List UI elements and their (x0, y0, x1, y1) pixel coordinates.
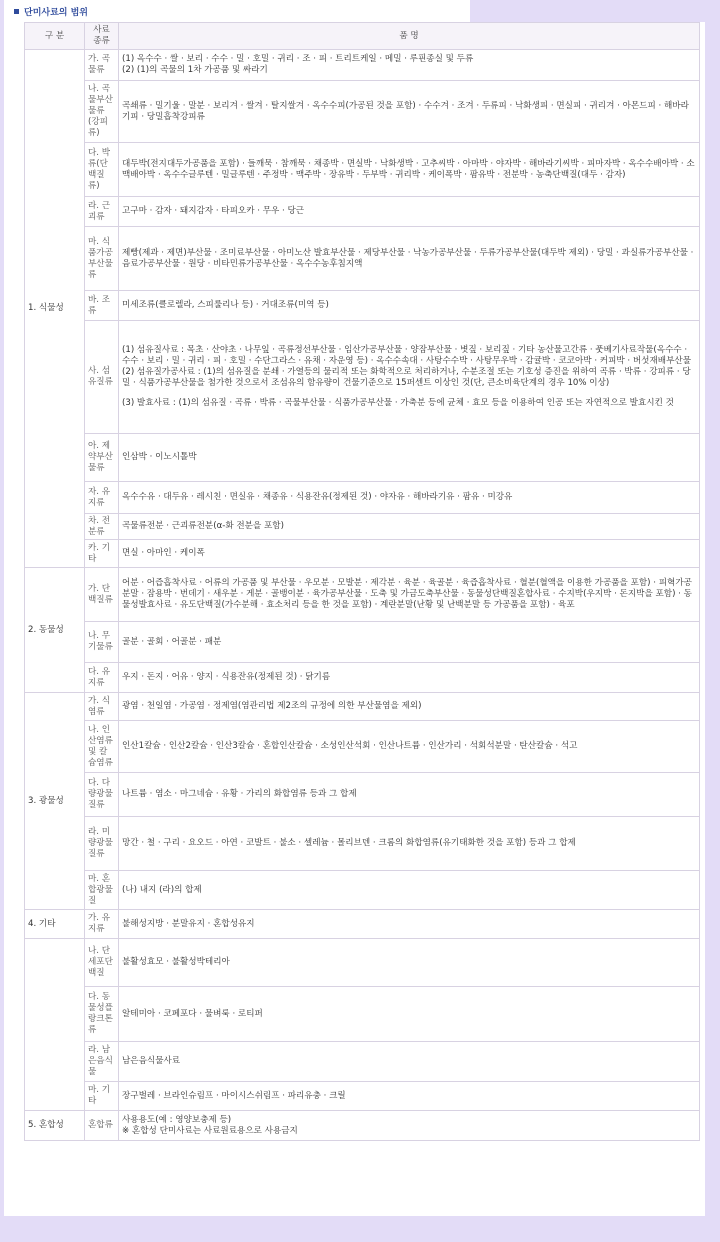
group-cell: 1. 식물성 (25, 50, 85, 568)
feed-type-cell: 나. 곡물부산물류(강피류) (85, 81, 119, 143)
table-row (25, 939, 700, 987)
item-line: 인삼박 · 이노시톨박 (122, 452, 197, 462)
item-names-cell (119, 321, 700, 434)
section-title-text: 단미사료의 범위 (24, 7, 88, 18)
item-line: 불해성지방 · 분말유지 · 혼합성유지 (122, 918, 255, 929)
item-names-cell (119, 773, 700, 817)
table-row (25, 871, 700, 910)
table-row (25, 1042, 700, 1082)
feed-type-cell: 가. 곡물류 (85, 50, 119, 81)
feed-type-cell: 마. 기타 (85, 1082, 119, 1111)
table-row (25, 910, 700, 939)
table-row (25, 434, 700, 482)
item-names-cell (119, 434, 700, 482)
feed-type-cell: 다. 동물성플랑크톤류 (85, 987, 119, 1042)
item-names-cell (119, 910, 700, 939)
group-cell (25, 939, 85, 1111)
table-row (25, 693, 700, 721)
item-names-cell (119, 871, 700, 910)
item-names-cell (119, 227, 700, 291)
header-name: 품 명 (119, 23, 700, 50)
feed-type-cell: 다. 박류(단백질류) (85, 143, 119, 197)
feed-type-cell: 아. 제약부산물류 (85, 434, 119, 482)
table-row (25, 291, 700, 321)
header-group: 구 분 (25, 23, 85, 50)
item-line: 불활성효모 · 불활성박테리아 (122, 957, 230, 967)
table-row (25, 1111, 700, 1141)
item-line: 남은음식물사료 (122, 1056, 181, 1066)
item-line: 곡물류전분 · 근괴류전분(α-화 전분을 포함) (122, 521, 284, 531)
item-names-cell (119, 81, 700, 143)
item-line: 망간 · 철 · 구리 · 요오드 · 아연 · 코발트 · 불소 · 셀레늄 · 몰리브덴 · 크롬의 화합염류(유기태화한 것을 포함) 등과 그 합제 (122, 838, 576, 848)
table-row (25, 197, 700, 227)
item-line: 우지 · 돈지 · 어유 · 양지 · 식용잔유(정제된 것) · 닭기름 (122, 672, 331, 682)
table-row (25, 987, 700, 1042)
feed-type-cell: 나. 인산염류 및 칼슘염류 (85, 721, 119, 773)
feed-type-cell: 가. 유지류 (85, 910, 119, 939)
item-names-cell (119, 1042, 700, 1082)
feed-type-cell: 다. 다량광물질류 (85, 773, 119, 817)
section-title (14, 4, 88, 18)
table-header-row (25, 23, 700, 50)
feed-type-cell: 라. 남은음식물 (85, 1042, 119, 1082)
item-names-cell (119, 50, 700, 81)
item-names-cell (119, 540, 700, 568)
item-line: 면실 · 아마인 · 케이폭 (122, 548, 205, 558)
item-names-cell (119, 939, 700, 987)
feed-type-cell: 가. 식염류 (85, 693, 119, 721)
item-line: 곡쇄류 · 밀기울 · 말분 · 보리겨 · 쌀겨 · 탈지쌀겨 · 옥수수피(가공된 것을 포함) · 수수겨 · 조겨 · 두류피 · 낙화생피 · 면실피 · 귀리겨 · 아몬드피 · 해바라기피 · 당밀흡착강피류 (122, 100, 689, 122)
group-cell: 4. 기타 (25, 910, 85, 939)
feed-type-cell: 라. 미량광물질류 (85, 817, 119, 871)
item-line: 어분 · 어즙흡착사료 · 어류의 가공품 및 부산물 · 우모분 · 모발분 · 제각분 · 육분 · 육골분 · 육즙흡착사료 · 혈분(혈액을 이용한 가공품을 포함) · 피혁가공분말 · 잠용박 · 번데기 · 새우분 · 게분 · 골뱅이분 · 육가공부산물 · 도축 및 가금도축부산물 · 동물성단백질혼합사료 · 수지박(우지박 · 돈지박을 포함) · 동물성발효사료 · 유도단백질(가수분해 · 효소처리 등을 한 것을 포함) · 계란분말(난황 및 난백분말 등 가공품을 포함) · 육포 (122, 578, 692, 610)
item-names-cell (119, 693, 700, 721)
feed-type-cell: 가. 단백질류 (85, 568, 119, 622)
item-line: (1) 옥수수 · 쌀 · 보리 · 수수 · 밀 · 호밀 · 귀리 · 조 · 피 · 트리트케일 · 메밀 · 루핀종실 및 두류 (122, 54, 474, 64)
table-body (25, 50, 700, 1141)
item-names-cell (119, 817, 700, 871)
item-line: 인산1칼슘 · 인산2칼슘 · 인산3칼슘 · 혼합인산칼슘 · 소성인산석회 · 인산나트륨 · 인산가리 · 석회석분말 · 탄산칼슘 · 석고 (122, 741, 578, 751)
item-names-cell (119, 482, 700, 514)
item-line: (3) 발효사료 : (1)의 섬유질 · 곡류 · 박류 · 곡물부산물 · 식품가공부산물 · 가축분 등에 균체 · 효모 등을 이용하여 인공 또는 자연적으로 발효시킨 것 (122, 398, 674, 408)
item-line: 미세조류(클로렐라, 스피룰리나 등) · 거대조류(미역 등) (122, 300, 329, 310)
item-line: 옥수수유 · 대두유 · 레시친 · 면실유 · 채종유 · 식용잔유(정제된 것) · 야자유 · 해바라기유 · 팜유 · 미강유 (122, 492, 513, 502)
item-line: 대두박(전지대두가공품을 포함) · 들깨묵 · 참깨묵 · 채종박 · 면실박 · 낙화생박 · 고추씨박 · 아마박 · 야자박 · 해바라기씨박 · 피마자박 · 옥수수배아박 · 소맥배아박 · 옥수수글루텐 · 밀글루텐 · 주정박 · 맥주박 · 장유박 · 두부박 · 귀리박 · 케이폭박 · 팜유박 · 전분박 · 농축단백질(대두 · 감자) (122, 158, 695, 180)
item-line: (1) 섬유질사료 : 목초 · 산야초 · 나무잎 · 곡류정선부산물 · 임산가공부산물 · 양잠부산물 · 볏짚 · 보리짚 · 기타 농산물고간류 · 풋베기사료작물(옥수수 · 수수 · 보리 · 밀 · 귀리 · 피 · 호밀 · 수단그라스 · 유채 · 자운영 등) · 옥수수속대 · 사탕수수박 · 사탕무우박 · 감귤박 · 코코아박 · 커피박 · 버섯재배부산물 (122, 345, 691, 366)
feed-type-cell: 혼합류 (85, 1111, 119, 1141)
item-names-cell (119, 291, 700, 321)
item-names-cell (119, 143, 700, 197)
table-row (25, 540, 700, 568)
header-type: 사료 종류 (85, 23, 119, 50)
item-names-cell (119, 663, 700, 693)
table-row (25, 721, 700, 773)
feed-type-cell: 나. 무기물류 (85, 622, 119, 663)
feed-type-cell: 나. 단세포단백질 (85, 939, 119, 987)
table-row (25, 50, 700, 81)
feed-type-cell: 차. 전분류 (85, 514, 119, 540)
item-names-cell (119, 1082, 700, 1111)
table-row (25, 321, 700, 434)
table-row (25, 817, 700, 871)
table-row (25, 514, 700, 540)
table-row (25, 81, 700, 143)
feed-type-cell: 라. 근괴류 (85, 197, 119, 227)
feed-type-cell: 카. 기타 (85, 540, 119, 568)
group-cell: 5. 혼합성 (25, 1111, 85, 1141)
group-cell: 2. 동물성 (25, 568, 85, 693)
item-names-cell (119, 721, 700, 773)
item-line: 사용용도(예 : 영양보충제 등) (122, 1114, 232, 1125)
feed-type-cell: 사. 섬유질류 (85, 321, 119, 434)
table-row (25, 1082, 700, 1111)
table-row (25, 773, 700, 817)
table-row (25, 663, 700, 693)
item-line: 광염 · 천일염 · 가공염 · 정제염(염관리법 제2조의 규정에 의한 부산물염을 제외) (122, 701, 422, 711)
item-line: (2) 섬유질가공사료 : (1)의 섬유질을 분쇄 · 가열등의 물리적 또는 화학적으로 처리하거나, 수분조절 또는 기호성 증진을 위하여 곡류 · 박류 · 강피류 · 당밀 · 식품가공부산물을 첨가한 것으로서 조섬유의 함유량이 건물기준으로 15퍼센트 이상인 것(단, 큰소비육단계의 경우 10% 이상) (122, 367, 691, 388)
feed-type-cell: 바. 조류 (85, 291, 119, 321)
item-line: 나트륨 · 염소 · 마그네슘 · 유황 · 가리의 화합염류 등과 그 합제 (122, 789, 357, 799)
item-line: 골분 · 골회 · 어골분 · 패분 (122, 636, 222, 647)
feed-type-cell: 다. 유지류 (85, 663, 119, 693)
table-row (25, 143, 700, 197)
feed-range-table (24, 22, 700, 1141)
item-names-cell (119, 622, 700, 663)
item-names-cell (119, 197, 700, 227)
bullet-square-icon (14, 9, 19, 14)
feed-type-cell: 마. 혼합광물질 (85, 871, 119, 910)
item-line: 제빵(제과 · 제면)부산물 · 조미료부산물 · 아미노산 발효부산물 · 제당부산물 · 낙농가공부산물 · 두류가공부산물(대두박 제외) · 당밀 · 과실류가공부산물 · 음료가공부산물 · 원당 · 비타민류가공부산물 · 옥수수농후침지액 (122, 247, 694, 269)
feed-type-cell: 자. 유지류 (85, 482, 119, 514)
item-line: (나) 내지 (라)의 합제 (122, 884, 202, 895)
table-row (25, 622, 700, 663)
table-row (25, 482, 700, 514)
item-line: 장구벌레 · 브라인슈림프 · 마이시스쉬림프 · 파리유충 · 크릴 (122, 1090, 346, 1101)
table-row (25, 227, 700, 291)
item-names-cell (119, 1111, 700, 1141)
feed-type-cell: 마. 식품가공부산물류 (85, 227, 119, 291)
item-names-cell (119, 568, 700, 622)
item-names-cell (119, 987, 700, 1042)
item-line: 알테미아 · 코페포다 · 물벼룩 · 로티퍼 (122, 1008, 263, 1019)
group-cell: 3. 광물성 (25, 693, 85, 910)
item-names-cell (119, 514, 700, 540)
item-line: 고구마 · 감자 · 돼지감자 · 타피오카 · 무우 · 당근 (122, 206, 305, 216)
table-row (25, 568, 700, 622)
item-line: (2) (1)의 곡물의 1차 가공품 및 싸라기 (122, 65, 268, 75)
item-line: ※ 혼합성 단미사료는 사료원료용으로 사용금지 (122, 1125, 298, 1136)
